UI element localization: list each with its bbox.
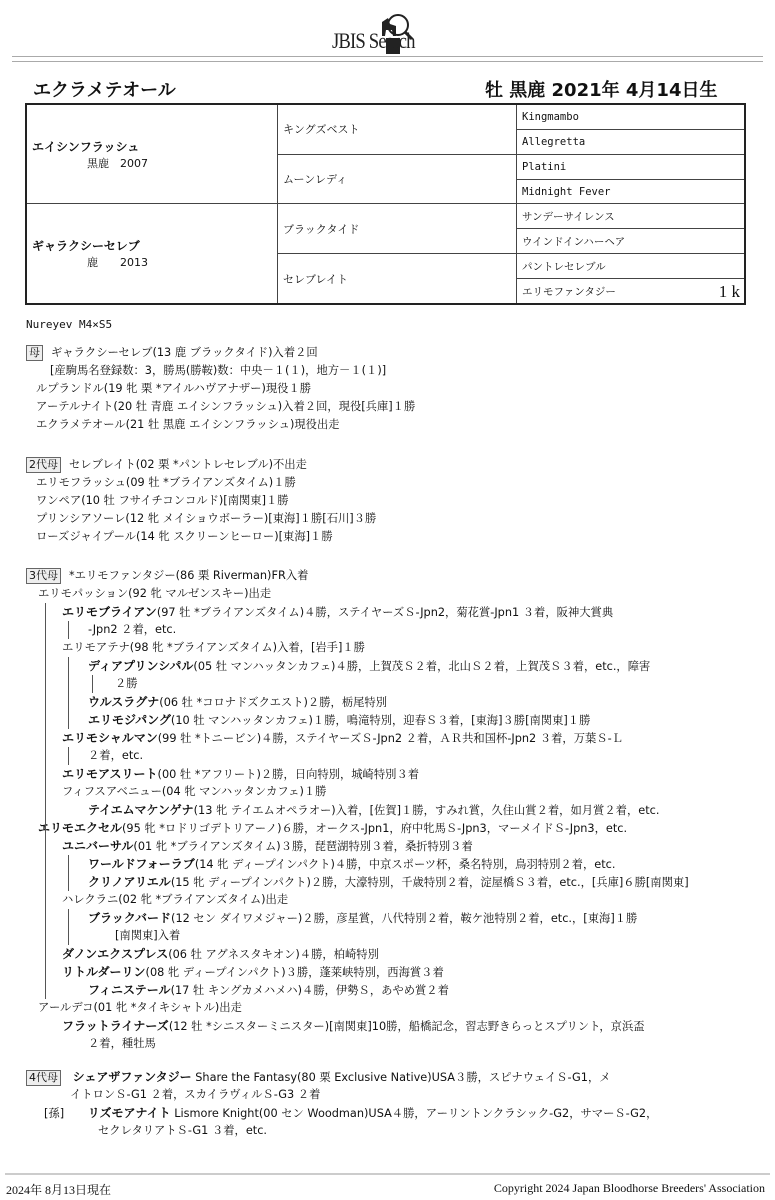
generation-badge: 4代母 <box>26 1070 61 1086</box>
pedigree-gen2[interactable]: セレブレイト <box>278 254 517 304</box>
list-item: エリモフラッシュ(09 牡 *ブライアンズタイム)１勝 <box>36 476 296 489</box>
record-text: ハレクラニ(02 牝 *ブライアンズタイム)出走 <box>62 893 289 906</box>
pedigree-table <box>25 103 746 305</box>
list-item: プリンシアソーレ(12 牝 メイショウボーラー)[東海]１勝[石川]３勝 <box>36 512 377 525</box>
list-item <box>0 657 775 675</box>
horse-name-bold[interactable]: フラットライナーズ <box>62 1019 169 1033</box>
record-text: [南関東]入着 <box>115 929 181 942</box>
list-item <box>0 909 775 927</box>
record-text: (17 牡 キングカメハメハ)４勝，伊勢Ｓ，あやめ賞２着 <box>170 984 449 997</box>
list-item <box>0 999 775 1017</box>
list-item <box>0 819 775 837</box>
as-of-date: 2024年 8月13日現在 <box>6 1183 112 1197</box>
tree-line <box>45 711 46 729</box>
grandchild-label: [孫] <box>44 1107 65 1120</box>
horse-name-bold[interactable]: ダノンエクスプレス <box>62 947 169 961</box>
list-item <box>0 963 775 981</box>
horse-name-bold[interactable]: エリモブライアン <box>62 605 157 619</box>
record-text: (05 牡 マンハッタンカフェ)４勝，上賀茂Ｓ２着，北山Ｓ２着，上賀茂Ｓ３着，etc.，障害 <box>193 660 651 673</box>
tree-line <box>68 909 69 927</box>
dam-info: 鹿 2013 <box>87 256 148 270</box>
record-text: ２着，種牡馬 <box>88 1037 156 1050</box>
list-item <box>0 456 775 474</box>
tree-line <box>45 945 46 963</box>
tree-line <box>45 963 46 981</box>
horse-name-bold[interactable]: フィニステール <box>88 983 171 997</box>
list-item <box>0 1017 775 1035</box>
list-item <box>0 891 775 909</box>
tree-line <box>45 873 46 891</box>
pedigree-gen3[interactable]: サンデーサイレンス <box>517 204 746 229</box>
record-text: (00 牡 *アフリート)２勝，日向特別，城崎特別３着 <box>157 768 420 781</box>
list-item <box>0 585 775 603</box>
horse-name-bold[interactable]: ウルスラグナ <box>88 695 160 709</box>
pedigree-gen2[interactable]: キングズベスト <box>278 104 517 154</box>
pedigree-gen3[interactable] <box>517 279 746 304</box>
record-text: (99 牡 *トニービン)４勝，ステイヤーズＳ-Jpn2 ２着，ＡＲ共和国杯-Jpn2 ３着，万葉Ｓ-Ｌ <box>157 732 623 745</box>
pedigree-gen3[interactable]: パントレセレブル <box>517 254 746 279</box>
record-text: (08 牝 ディープインパクト)３勝，蓬莱峡特別，西海賞３着 <box>145 966 444 979</box>
tree-line <box>45 657 46 675</box>
third-dam-section <box>0 567 775 1053</box>
tree-line <box>45 801 46 819</box>
list-item: [産駒馬名登録数：3，勝馬(勝鞍)数：中央－１(１)，地方－１(１)] <box>50 364 387 377</box>
tree-line <box>68 873 69 891</box>
list-item <box>0 783 775 801</box>
record-text: ギャラクシーセレブ(13 鹿 ブラックタイド)入着２回 <box>51 346 318 359</box>
list-item <box>0 981 775 999</box>
horse-name: エクラメテオール <box>33 80 176 101</box>
record-text-cont: イトロンＳ-G1 ２着，スカイラヴィルＳ-G3 ２着 <box>70 1088 321 1101</box>
generation-badge: 2代母 <box>26 457 61 473</box>
record-text: (13 牝 テイエムオペラオー)入着，[佐賀]１勝，すみれ賞，久住山賞２着，如月賞２着，etc. <box>193 804 660 817</box>
list-item <box>0 747 775 765</box>
pedigree-gen2[interactable]: ムーンレディ <box>278 154 517 204</box>
list-item <box>0 344 775 362</box>
record-text: (95 牝 *ロドリゴデトリアーノ)６勝，オークス-Jpn1，府中牝馬Ｓ-Jpn3，マーメイドＳ-Jpn3，etc. <box>122 822 628 835</box>
list-item <box>0 711 775 729</box>
tree-line <box>68 621 69 639</box>
list-item <box>0 1035 775 1053</box>
list-item <box>0 567 775 585</box>
tree-line <box>45 837 46 855</box>
horse-name-bold[interactable]: エリモシャルマン <box>62 731 158 745</box>
record-text: Lismore Knight(00 セン Woodman)USA４勝，アーリントンクラシック-G2，サマーＳ-G2， <box>174 1107 658 1120</box>
tree-line <box>45 747 46 765</box>
list-item <box>0 837 775 855</box>
list-item <box>0 945 775 963</box>
tree-line <box>68 693 69 711</box>
record-text: セレブレイト(02 栗 *パントレセレブル)不出走 <box>69 458 307 471</box>
sire-info: 黒鹿 2007 <box>87 156 148 170</box>
tree-line <box>45 675 46 693</box>
horse-name-bold[interactable]: テイエムマケンゲナ <box>88 803 194 817</box>
horse-name-bold[interactable]: リズモアナイト <box>87 1106 171 1120</box>
pedigree-gen3[interactable]: Allegretta <box>517 129 746 154</box>
list-item: ワンペア(10 牡 フサイチコンコルド)[南関東]１勝 <box>36 494 289 507</box>
dam-name: ギャラクシーセレブ <box>32 239 140 254</box>
list-item: アーテルナイト(20 牡 青鹿 エイシンフラッシュ)入着２回，現役[兵庫]１勝 <box>36 400 416 413</box>
list-item <box>0 855 775 873</box>
jbis-search-logo[interactable] <box>330 8 460 54</box>
tree-line <box>45 819 46 837</box>
horse-name-bold[interactable]: シェアザファンタジー <box>72 1070 192 1084</box>
record-text-cont: セクレタリアトＳ-G1 ３着，etc. <box>98 1124 268 1137</box>
pedigree-gen3-name: エリモファンタジー <box>522 285 616 298</box>
second-dam-section <box>0 456 775 546</box>
tree-line <box>45 765 46 783</box>
tree-line <box>68 657 69 675</box>
tree-line <box>68 747 69 765</box>
record-text: ２勝 <box>115 677 138 690</box>
record-text: (15 牝 ディープインパクト)２勝，大濠特別，千歳特別２着，淀屋橋Ｓ３着，etc.，[兵庫]６勝[南関東] <box>170 876 689 889</box>
generation-badge: 母 <box>26 345 43 361</box>
list-item <box>0 693 775 711</box>
pedigree-gen3[interactable]: Platini <box>517 154 746 179</box>
record-text: (14 牝 ディープインパクト)４勝，中京スポーツ杯，桑名特別，鳥羽特別２着，etc. <box>194 858 616 871</box>
tree-line <box>45 603 46 621</box>
list-item: ルプランドル(19 牝 栗 *アイルハヴアナザー)現役１勝 <box>36 382 312 395</box>
record-text: (12 牡 *シニスターミニスター)[南関東]10勝，船橋記念，習志野きらっとスプリント，京浜盃 <box>168 1020 645 1033</box>
pedigree-gen3[interactable]: ウインドインハーヘア <box>517 229 746 254</box>
horse-name-bold[interactable]: エリモアスリート <box>62 767 158 781</box>
horse-name-bold[interactable]: エリモジパング <box>88 713 171 727</box>
copyright: Copyright 2024 Japan Bloodhorse Breeders' Association <box>493 1181 765 1195</box>
list-item <box>0 801 775 819</box>
tree-line <box>45 621 46 639</box>
tree-line <box>45 783 46 801</box>
list-item <box>0 927 775 945</box>
horse-name-bold[interactable]: エリモエクセル <box>38 821 123 835</box>
record-text: -Jpn2 ２着，etc. <box>88 623 177 636</box>
logo-text: JBIS Search <box>332 28 415 53</box>
family-number: 1 k <box>718 282 740 301</box>
dam-cell[interactable] <box>26 204 278 304</box>
horse-name-bold[interactable]: ブラックバード <box>88 911 172 925</box>
list-item <box>0 765 775 783</box>
tree-line <box>45 729 46 747</box>
pedigree-gen3[interactable]: Midnight Fever <box>517 179 746 204</box>
record-text: アールデコ(01 牝 *タイキシャトル)出走 <box>38 1001 242 1014</box>
list-item <box>0 603 775 621</box>
record-text: (10 牡 マンハッタンカフェ)１勝，鳴滝特別，迎春Ｓ３着，[東海]３勝[南関東]１勝 <box>170 714 591 727</box>
list-item <box>0 621 775 639</box>
record-text: (01 牝 *ブライアンズタイム)３勝，琵琶湖特別３着，桑折特別３着 <box>133 840 473 853</box>
tree-line <box>92 675 93 693</box>
inbreeding-note: Nureyev M4×S5 <box>26 318 113 331</box>
tree-line <box>45 909 46 927</box>
tree-line <box>68 855 69 873</box>
record-text: (12 セン ダイワメジャー)２勝，彦星賞，八代特別２着，鞍ケ池特別２着，etc.，[東海]１勝 <box>171 912 638 925</box>
pedigree-gen2[interactable]: ブラックタイド <box>278 204 517 254</box>
list-item <box>0 729 775 747</box>
horse-name-bold[interactable]: ディアプリンシパル <box>88 659 194 673</box>
tree-line <box>45 891 46 909</box>
tree-line <box>68 711 69 729</box>
record-text: ２着，etc. <box>88 749 144 762</box>
list-item: ローズジャイプール(14 牝 スクリーンヒーロー)[東海]１勝 <box>36 530 333 543</box>
sire-name: エイシンフラッシュ <box>32 139 140 154</box>
record-text: フィフスアベニュー(04 牝 マンハッタンカフェ)１勝 <box>62 785 327 798</box>
header-divider <box>12 56 763 62</box>
dam-section <box>0 344 775 434</box>
fourth-dam-section <box>0 1068 775 1140</box>
record-text: (06 牡 アグネスタキオン)４勝，柏崎特別 <box>168 948 379 961</box>
tree-line <box>68 927 69 945</box>
pedigree-gen3[interactable]: Kingmambo <box>517 104 746 129</box>
tree-line <box>45 927 46 945</box>
horse-name-bold[interactable]: ユニバーサル <box>62 839 134 853</box>
list-item <box>0 639 775 657</box>
record-text: (06 牡 *コロナドズクエスト)２勝，栃尾特別 <box>159 696 388 709</box>
sire-cell[interactable] <box>26 104 278 204</box>
tree-line <box>45 981 46 999</box>
record-text: (97 牡 *ブライアンズタイム)４勝，ステイヤーズＳ-Jpn2，菊花賞-Jpn1 ３着，阪神大賞典 <box>156 606 614 619</box>
horse-name-bold[interactable]: クリノアリエル <box>88 875 171 889</box>
tree-line <box>45 639 46 657</box>
list-item <box>0 873 775 891</box>
generation-badge: 3代母 <box>26 568 61 584</box>
list-item: エクラメテオール(21 牡 黒鹿 エイシンフラッシュ)現役出走 <box>36 418 340 431</box>
record-text: エリモパッション(92 牝 マルゼンスキー)出走 <box>38 587 272 600</box>
tree-line <box>45 693 46 711</box>
record-text: エリモアテナ(98 牝 *ブライアンズタイム)入着，[岩手]１勝 <box>62 641 365 654</box>
tree-line <box>45 855 46 873</box>
list-item <box>0 675 775 693</box>
horse-name-bold[interactable]: リトルダーリン <box>62 965 146 979</box>
record-text: *エリモファンタジー(86 栗 Riverman)FR入着 <box>69 569 309 582</box>
footer-divider <box>5 1173 770 1175</box>
record-text: Share the Fantasy(80 栗 Exclusive Native)USA３勝，スピナウェイＳ-G1，メ <box>195 1071 611 1084</box>
tree-line <box>68 675 69 693</box>
horse-profile: 牡 黒鹿 2021年 4月14日生 <box>485 80 718 101</box>
horse-name-bold[interactable]: ワールドフォーラブ <box>88 857 195 871</box>
